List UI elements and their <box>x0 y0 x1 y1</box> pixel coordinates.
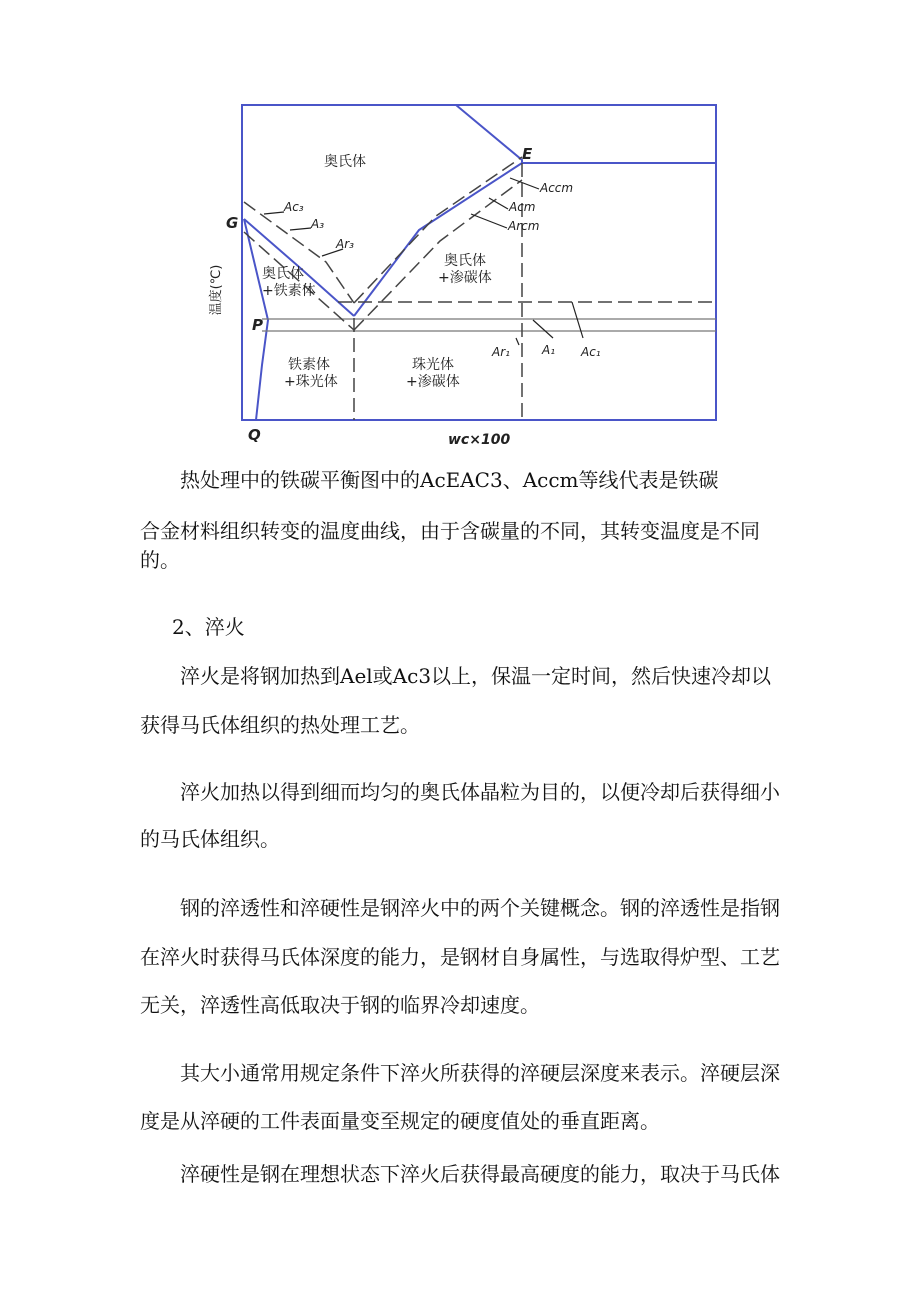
paragraph-3: 的。 <box>140 548 180 572</box>
label-austenite-ferrite-2: +铁素体 <box>262 283 316 299</box>
ar1-arrow <box>516 338 519 345</box>
line-label-ac3: Ac₃ <box>284 200 304 214</box>
paragraph-5b: 的马氏体组织。 <box>140 827 280 851</box>
section-heading-quenching: 2、淬火 <box>172 615 245 639</box>
label-austenite-cementite-2: +渗碳体 <box>438 270 492 286</box>
line-label-a1: A₁ <box>542 343 556 357</box>
line-label-ar3: Ar₃ <box>336 237 354 251</box>
line-label-ar1: Ar₁ <box>492 345 510 359</box>
label-pearlite-cementite-1: 珠光体 <box>412 357 454 373</box>
line-label-arcm: Arcm <box>508 219 540 233</box>
paragraph-8a: 淬硬性是钢在理想状态下淬火后获得最高硬度的能力，取决于马氏体 <box>180 1162 780 1186</box>
paragraph-6c: 无关，淬透性高低取决于钢的临界冷却速度。 <box>140 993 540 1017</box>
paragraph-4a: 淬火是将钢加热到Ael或Ac3以上，保温一定时间，然后快速冷却以 <box>180 664 772 688</box>
line-label-ac1: Ac₁ <box>581 345 601 359</box>
ac1-arrow <box>572 302 583 338</box>
liquidus-line <box>456 105 716 163</box>
paragraph-7b: 度是从淬硬的工件表面量变至规定的硬度值处的垂直距离。 <box>140 1109 660 1133</box>
label-ferrite-pearlite-1: 铁素体 <box>288 357 330 373</box>
ac3-arrow <box>264 212 284 214</box>
y-axis-label: 温度(℃) <box>209 264 224 316</box>
arcm-arrow <box>471 214 507 228</box>
paragraph-6a: 钢的淬透性和淬硬性是钢淬火中的两个关键概念。钢的淬透性是指钢 <box>180 896 780 920</box>
point-label-e: E <box>522 145 533 163</box>
a1-arrow <box>533 320 553 338</box>
paragraph-6b: 在淬火时获得马氏体深度的能力，是钢材自身属性，与选取得炉型、工艺 <box>140 945 780 969</box>
a3-arrow <box>290 228 311 230</box>
x-axis-label: wc×100 <box>448 432 511 448</box>
label-pearlite-cementite-2: +渗碳体 <box>406 374 460 390</box>
acm-arrow <box>489 198 508 209</box>
paragraph-4b: 获得马氏体组织的热处理工艺。 <box>140 713 420 737</box>
paragraph-2: 合金材料组织转变的温度曲线，由于含碳量的不同，其转变温度是不同 <box>140 519 760 543</box>
paragraph-5a: 淬火加热以得到细而均匀的奥氏体晶粒为目的，以便冷却后获得细小 <box>180 780 780 804</box>
line-label-a3: A₃ <box>311 217 325 231</box>
line-label-accm: Accm <box>540 181 574 195</box>
label-austenite-cementite-1: 奥氏体 <box>444 253 486 269</box>
point-label-g: G <box>226 214 239 232</box>
point-label-p: P <box>252 316 263 334</box>
point-label-q: Q <box>248 426 261 444</box>
iron-carbon-diagram <box>209 98 726 450</box>
accm-arrow <box>510 178 539 189</box>
paragraph-7a: 其大小通常用规定条件下淬火所获得的淬硬层深度来表示。淬硬层深 <box>180 1061 780 1085</box>
es-line <box>354 163 522 316</box>
label-ferrite-pearlite-2: +珠光体 <box>284 374 338 390</box>
label-austenite-top: 奥氏体 <box>324 154 366 170</box>
label-austenite-ferrite-1: 奥氏体 <box>262 266 304 282</box>
line-label-acm: Acm <box>509 200 536 214</box>
paragraph-1: 热处理中的铁碳平衡图中的AcEAC3、Accm等线代表是铁碳 <box>180 468 719 492</box>
